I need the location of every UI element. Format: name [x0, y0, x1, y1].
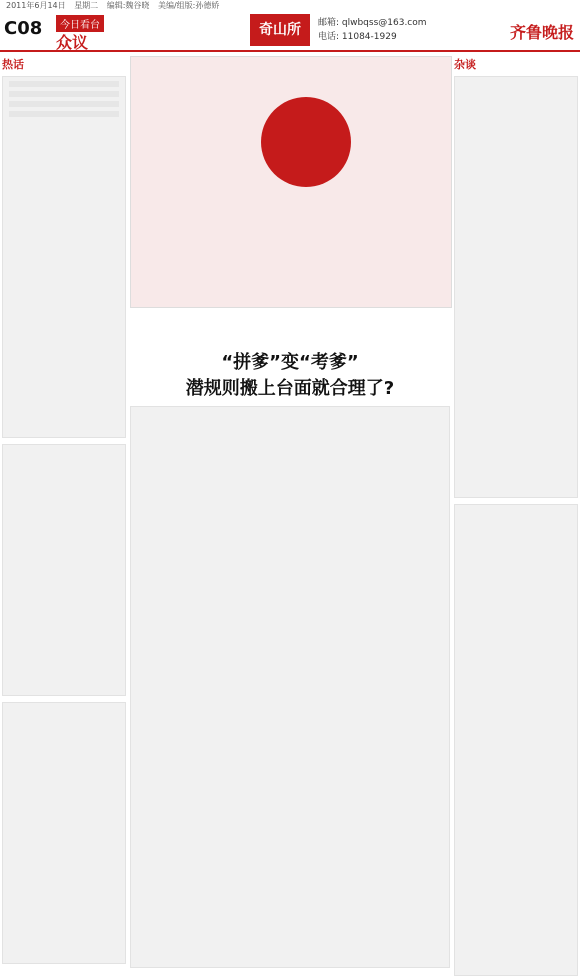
left-column-microblog [2, 444, 126, 696]
cartoon-seal-icon [261, 97, 351, 187]
section-title: 众议 [56, 33, 89, 52]
contact-email: 邮箱: qlwbqss@163.com [318, 18, 427, 28]
right-column-article [454, 76, 578, 498]
page-header [0, 12, 580, 52]
date-text: 2011年6月14日 [6, 1, 66, 10]
contact-block [318, 16, 427, 44]
right-column [454, 56, 578, 971]
brand-name: 齐鲁晚报 [509, 23, 574, 42]
middle-column [130, 56, 450, 971]
right-column-title: 杂谈 [454, 58, 476, 71]
designer-text: 美编/组版:孙德娇 [157, 1, 220, 10]
headline-line-1: “拼爹”变“考爹” [221, 352, 359, 373]
left-column-notice [2, 702, 126, 964]
left-column [2, 56, 126, 971]
headline-line-2: 潜规则搬上台面就合理了? [185, 378, 395, 399]
left-column-body [2, 76, 126, 438]
weekday-text: 星期二 [74, 1, 99, 10]
section-tag: 今日看台 [56, 15, 104, 32]
page-number: C08 [4, 18, 43, 39]
cartoon-image [130, 56, 452, 308]
contact-phone: 电话: 11084-1929 [318, 32, 397, 42]
editor-text: 编辑:魏谷晓 [106, 1, 150, 10]
right-column-briefs [454, 504, 578, 976]
main-article-text [130, 406, 450, 968]
left-column-title: 热话 [2, 58, 24, 71]
main-article [130, 406, 450, 966]
top-info-bar [0, 0, 580, 12]
masthead-logo: 奇山所 [250, 14, 310, 46]
